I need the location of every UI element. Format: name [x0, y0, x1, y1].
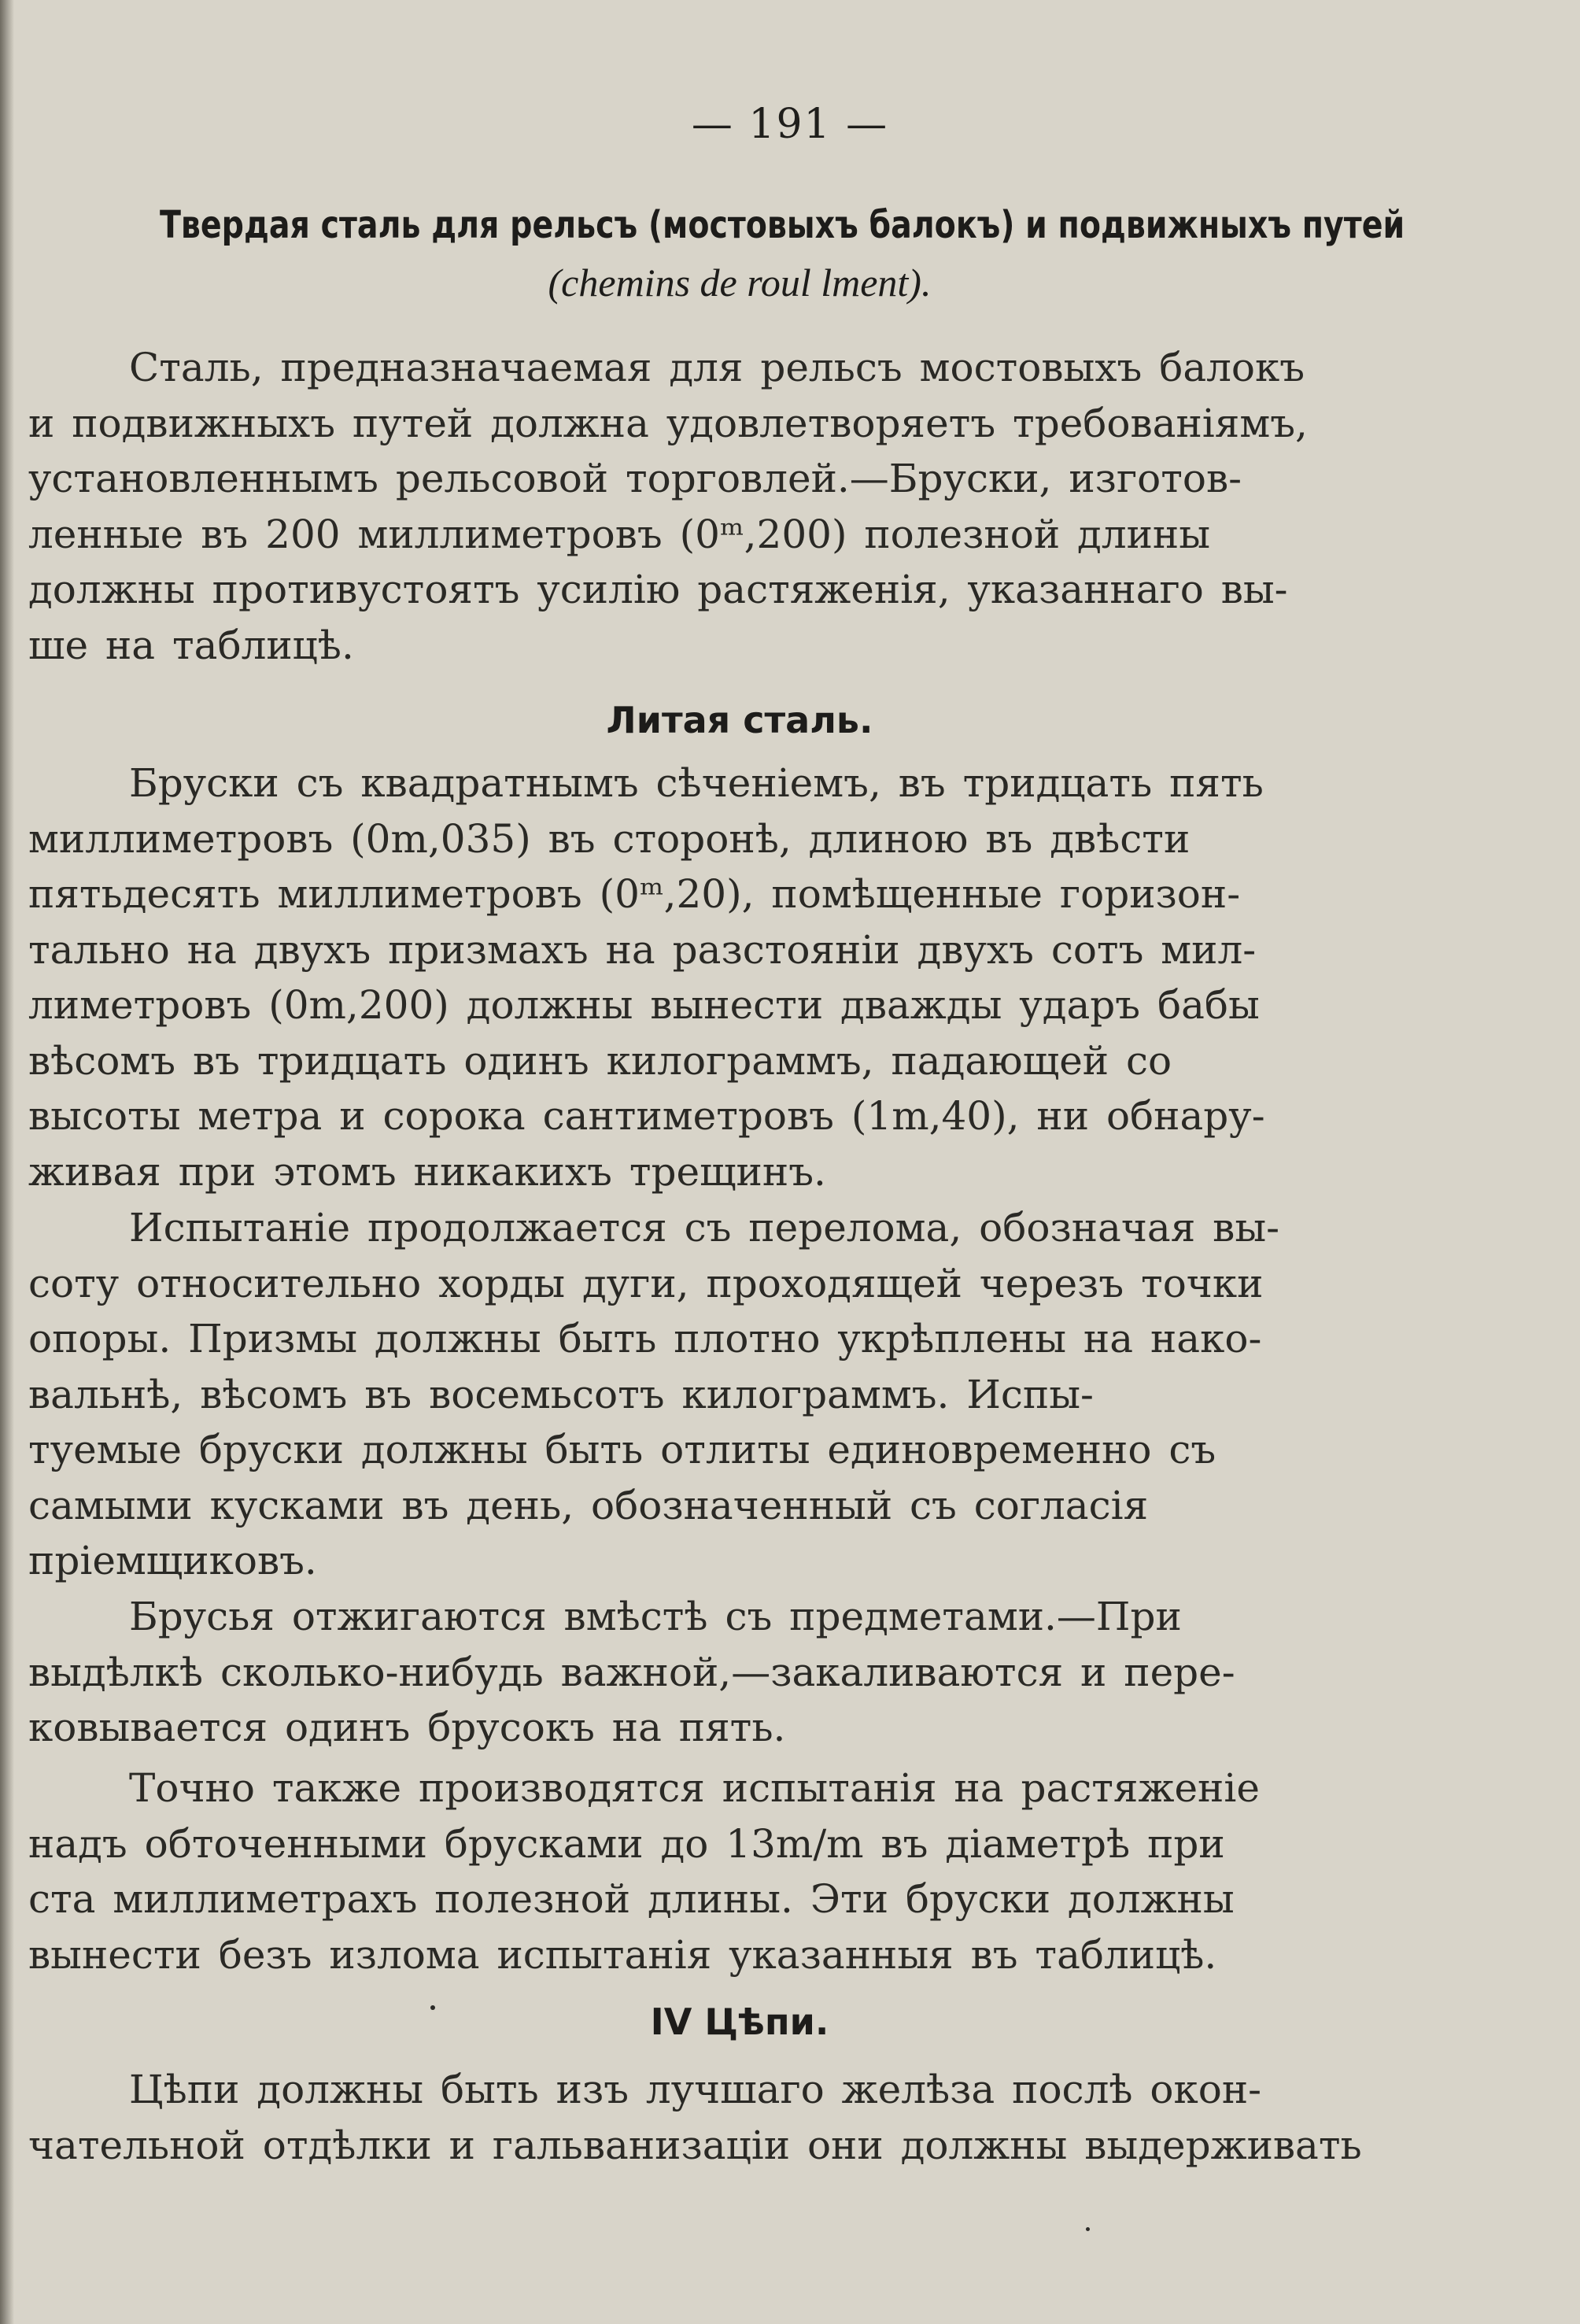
- paragraph-rails: [28, 340, 1470, 673]
- text-line: Бруски съ квадратнымъ сѣченiемъ, въ тридцать пять: [129, 760, 1264, 806]
- text-line: Брусья отжигаются вмѣстѣ съ предметами.—При: [129, 1594, 1182, 1639]
- text-line: туемые бруски должны быть отлиты единовременно съ: [28, 1427, 1216, 1472]
- ink-speck: [1086, 2227, 1090, 2231]
- text-line: Цѣпи должны быть изъ лучшаго желѣза послѣ окон-: [129, 2067, 1262, 2112]
- paragraph-fracture-test: [28, 1200, 1470, 1589]
- paragraph-chains: [28, 2062, 1470, 2173]
- heading-chains: IV Цѣпи.: [650, 2001, 829, 2043]
- paragraph-tensile-test: [28, 1761, 1470, 1982]
- text-line: тально на двухъ призмахъ на разстоянiи двухъ сотъ мил-: [28, 926, 1257, 973]
- paragraph-annealing: [28, 1589, 1470, 1756]
- text-line: вынести безъ излома испытанiя указанныя въ таблицѣ.: [28, 1931, 1217, 1978]
- text-line: должны противустоятъ усилiю растяженiя, указаннаго вы-: [28, 567, 1288, 612]
- text-line: ковывается одинъ брусокъ на пять.: [28, 1705, 786, 1750]
- text-line: самыми кусками въ день, обозначенный съ согласiя: [28, 1482, 1149, 1528]
- text-line: высоты метра и сорока сантиметровъ (1m,40), ни обнару-: [28, 1093, 1265, 1139]
- text-line: чательной отдѣлки и гальванизацiи они должны выдерживать: [28, 2122, 1362, 2168]
- text-line: живая при этомъ никакихъ трещинъ.: [28, 1148, 826, 1195]
- paragraph-bars-test: [28, 756, 1470, 1199]
- text-line: вальнѣ, вѣсомъ въ восемьсотъ килограммъ. Испы-: [28, 1371, 1094, 1417]
- section-title: Твердая сталь для рельсъ (мостовыхъ балокъ) и подвижныхъ путей: [159, 203, 1405, 247]
- text-line: ше на таблицѣ.: [28, 622, 354, 668]
- text-line: соту относительно хорды дуги, проходящей черезъ точки: [28, 1260, 1264, 1306]
- heading-cast-steel: Литая сталь.: [606, 699, 873, 741]
- section-subtitle: (chemins de roul lment).: [548, 260, 932, 305]
- text-line: надъ обточенными брусками до 13m/m въ дiаметрѣ при: [28, 1820, 1225, 1867]
- text-line: Испытанiе продолжается съ перелома, обозначая вы-: [129, 1205, 1280, 1251]
- text-line: и подвижныхъ путей должна удовлетворяетъ требованiямъ,: [28, 400, 1308, 446]
- text-line: прiемщиковъ.: [28, 1538, 317, 1583]
- text-line: Точно также производятся испытанiя на растяженiе: [129, 1765, 1260, 1811]
- text-line: ленные въ 200 миллиметровъ (0ᵐ,200) полезной длины: [28, 511, 1211, 557]
- text-line: лиметровъ (0m,200) должны вынести дважды ударъ бабы: [28, 982, 1260, 1028]
- text-line: ста миллиметрахъ полезной длины. Эти бруски должны: [28, 1876, 1235, 1922]
- text-line: Сталь, предназначаемая для рельсъ мостовыхъ балокъ: [129, 345, 1305, 390]
- text-line: вѣсомъ въ тридцать одинъ килограммъ, падающей со: [28, 1037, 1172, 1084]
- page-number: — 191 —: [691, 101, 889, 148]
- text-line: пятьдесять миллиметровъ (0ᵐ,20), помѣщенные горизон-: [28, 871, 1241, 917]
- text-line: выдѣлкѣ сколько-нибудь важной,—закаливаются и пере-: [28, 1649, 1235, 1695]
- page-edge-shadow: [0, 0, 14, 2324]
- text-line: миллиметровъ (0m,035) въ сторонѣ, длиною въ двѣсти: [28, 815, 1191, 862]
- text-line: установленнымъ рельсовой торговлей.—Бруски, изготов-: [28, 456, 1242, 501]
- ink-speck: [430, 2005, 435, 2010]
- text-line: опоры. Призмы должны быть плотно укрѣплены на нако-: [28, 1316, 1262, 1362]
